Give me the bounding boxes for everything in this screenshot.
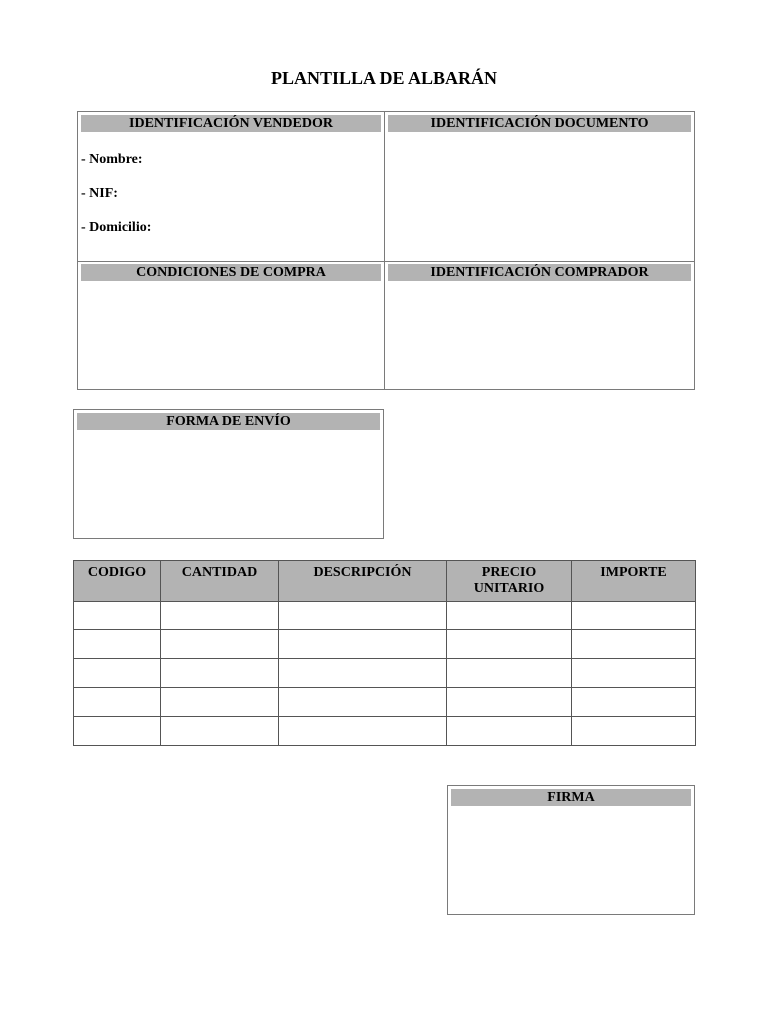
column-header-codigo: CODIGO xyxy=(74,561,161,602)
table-row xyxy=(74,630,696,659)
table-row xyxy=(74,602,696,630)
table-cell xyxy=(447,659,572,688)
header-grid-divider-horizontal xyxy=(77,261,695,262)
column-header-descripcion: DESCRIPCIÓN xyxy=(279,561,447,602)
header-grid-divider-vertical xyxy=(384,111,385,390)
table-cell xyxy=(279,717,447,746)
table-cell xyxy=(572,688,696,717)
table-cell xyxy=(447,717,572,746)
table-cell xyxy=(74,630,161,659)
items-table-header-row xyxy=(74,561,696,602)
column-header-cantidad: CANTIDAD xyxy=(161,561,279,602)
table-cell xyxy=(447,602,572,630)
table-row xyxy=(74,688,696,717)
table-cell xyxy=(161,659,279,688)
shipping-heading: FORMA DE ENVÍO xyxy=(77,413,380,430)
items-table xyxy=(73,560,696,746)
document-id-heading: IDENTIFICACIÓN DOCUMENTO xyxy=(388,115,691,132)
table-cell xyxy=(572,602,696,630)
table-row xyxy=(74,717,696,746)
header-grid xyxy=(77,111,695,390)
table-cell xyxy=(572,630,696,659)
table-cell xyxy=(447,630,572,659)
table-cell xyxy=(161,688,279,717)
table-cell xyxy=(161,602,279,630)
table-row xyxy=(74,659,696,688)
table-cell xyxy=(279,688,447,717)
table-cell xyxy=(161,630,279,659)
table-cell xyxy=(279,630,447,659)
table-cell xyxy=(161,717,279,746)
purchase-conditions-heading: CONDICIONES DE COMPRA xyxy=(81,264,381,281)
table-cell xyxy=(447,688,572,717)
table-cell xyxy=(74,659,161,688)
buyer-heading: IDENTIFICACIÓN COMPRADOR xyxy=(388,264,691,281)
column-header-precio-unitario: PRECIO UNITARIO xyxy=(447,561,572,602)
table-cell xyxy=(572,659,696,688)
table-cell xyxy=(74,602,161,630)
column-header-importe: IMPORTE xyxy=(572,561,696,602)
seller-heading: IDENTIFICACIÓN VENDEDOR xyxy=(81,115,381,132)
table-cell xyxy=(572,717,696,746)
signature-heading: FIRMA xyxy=(451,789,691,806)
table-cell xyxy=(279,602,447,630)
seller-address-field: - Domicilio: xyxy=(81,220,152,235)
page-title: PLANTILLA DE ALBARÁN xyxy=(270,68,498,88)
table-cell xyxy=(74,717,161,746)
seller-name-field: - Nombre: xyxy=(81,152,143,167)
table-cell xyxy=(279,659,447,688)
seller-nif-field: - NIF: xyxy=(81,186,118,201)
table-cell xyxy=(74,688,161,717)
